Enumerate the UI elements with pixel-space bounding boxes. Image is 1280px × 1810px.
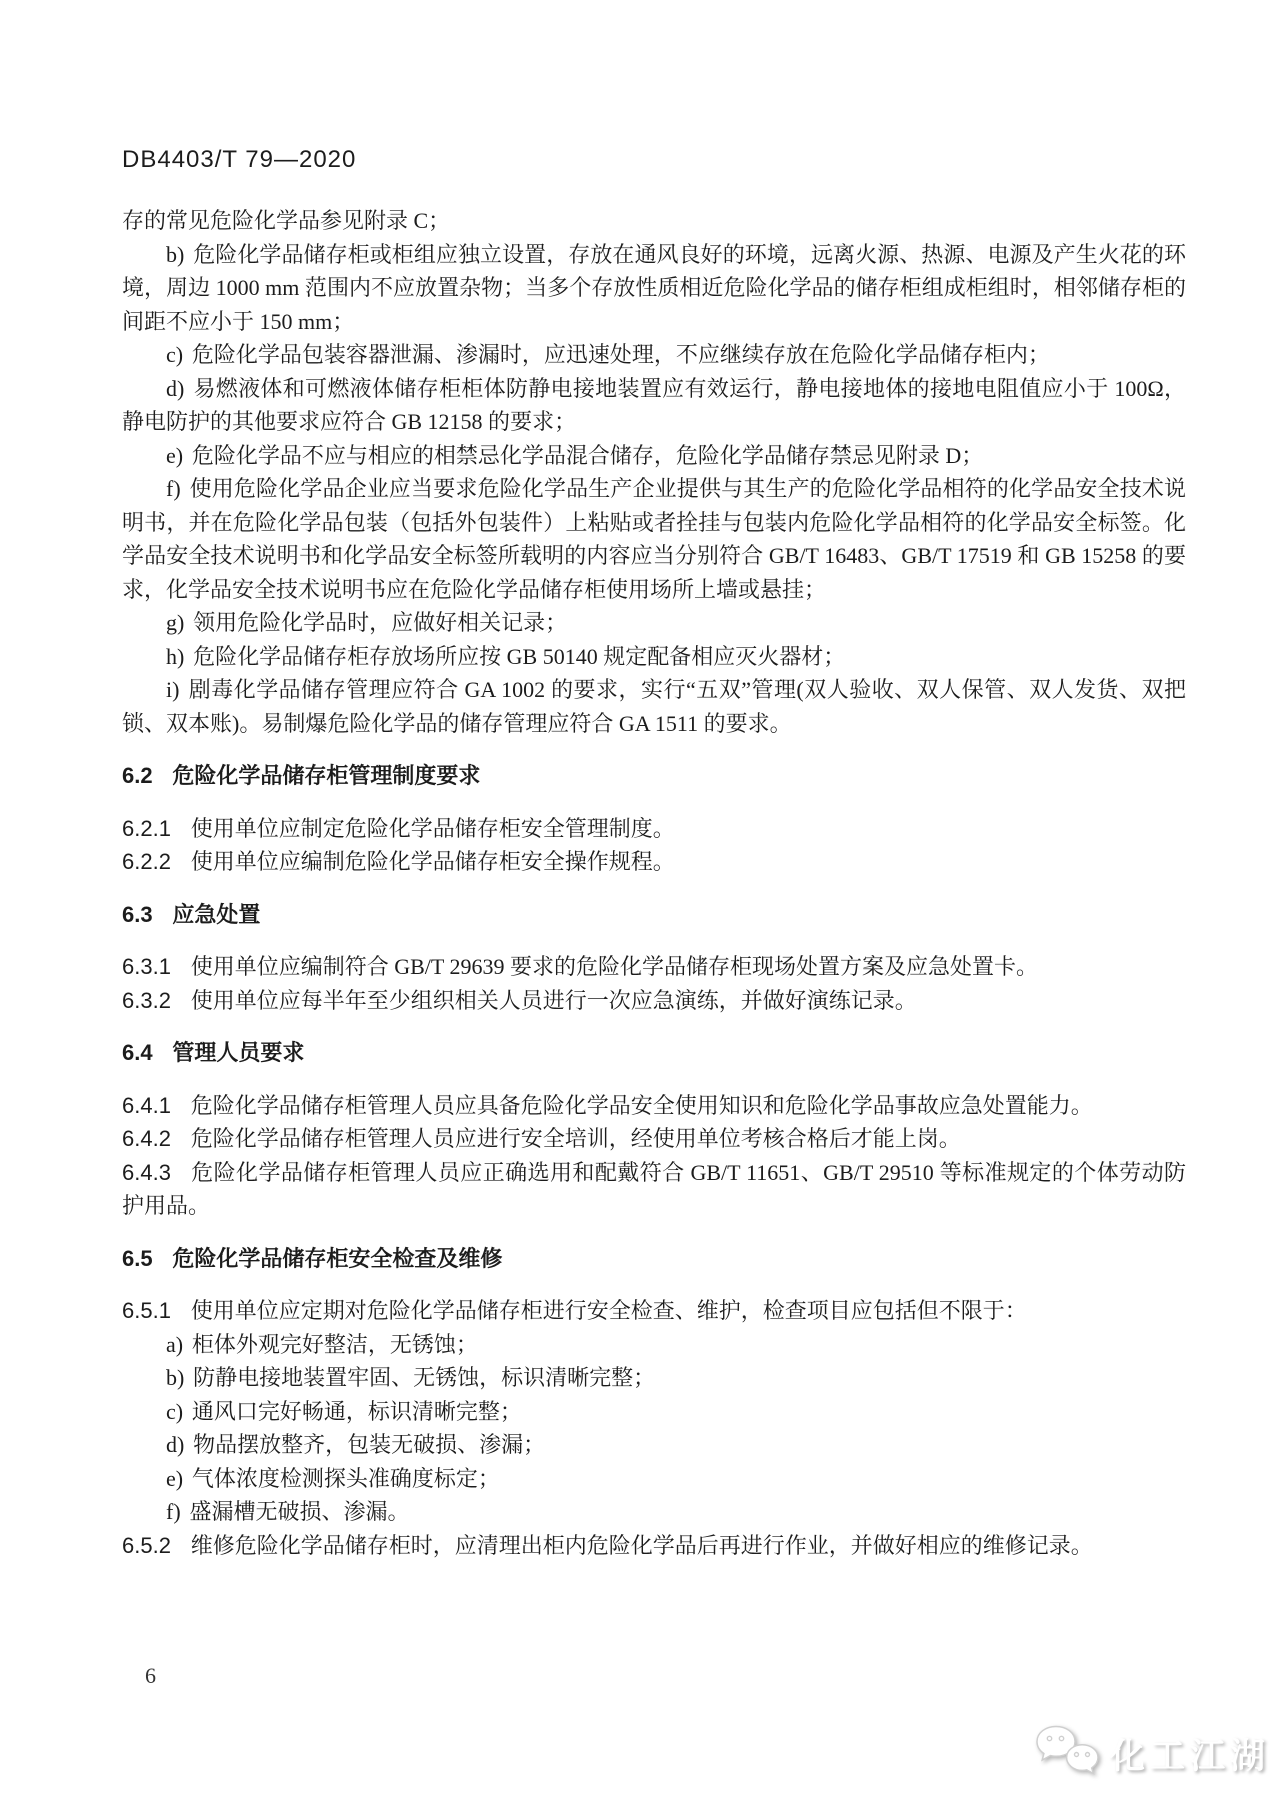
list-item-i [122,673,1186,740]
item-text: 防静电接地装置牢固、无锈蚀，标识清晰完整； [193,1365,656,1390]
clause-number: 6.2.2 [122,849,171,874]
item-label: g) [166,610,185,635]
item-text: 通风口完好畅通，标识清晰完整； [191,1398,522,1424]
inspection-item-e [122,1462,1186,1496]
clause-6-3-1 [122,950,1186,984]
section-heading-6-2 [122,759,1186,793]
clause-6-2-2 [122,845,1186,879]
clause-number: 6.3.2 [122,987,171,1013]
clause-number: 6.3.1 [122,954,171,979]
item-label: c) [166,342,184,367]
list-item-c [122,338,1186,372]
section-number: 6.2 [122,763,153,788]
item-text: 易燃液体和可燃液体储存柜柜体防静电接地装置应有效运行，静电接地体的接地电阻值应小于 100Ω，静电防护的其他要求应符合 GB 12158 的要求； [122,375,1186,434]
section-heading-6-5 [122,1242,1186,1276]
list-item-b [122,238,1186,339]
page-number: 6 [145,1663,156,1688]
clause-number: 6.5.2 [122,1532,171,1558]
document-body [122,204,1186,1562]
clause-text: 使用单位应编制符合 GB/T 29639 要求的危险化学品储存柜现场处置方案及应急处置卡。 [190,954,1038,979]
section-number: 6.5 [122,1245,153,1271]
inspection-item-c [122,1395,1186,1429]
watermark-brand-text: 化工江湖 [1110,1736,1271,1776]
clause-text: 使用单位应定期对危险化学品储存柜进行安全检查、维护，检查项目应包括但不限于： [190,1298,1027,1323]
list-item-g [122,606,1186,640]
standard-number-header: DB4403/T 79—2020 [122,146,357,173]
clause-number: 6.5.1 [122,1298,171,1323]
continuation-paragraph: 存的常见危险化学品参见附录 C； [122,208,451,233]
item-label: d) [166,375,185,401]
inspection-item-f [122,1495,1186,1529]
section-title: 应急处置 [172,901,261,927]
clause-number: 6.4.2 [122,1126,171,1151]
inspection-item-d [122,1428,1186,1462]
clause-6-5-2 [122,1529,1186,1563]
section-title: 管理人员要求 [172,1040,305,1065]
item-label: e) [166,442,184,468]
item-text: 柜体外观完好整洁，无锈蚀； [191,1331,478,1357]
item-text: 盛漏槽无破损、渗漏。 [189,1499,410,1524]
inspection-item-a [122,1328,1186,1362]
section-title: 危险化学品储存柜安全检查及维修 [172,1245,503,1271]
clause-6-4-3 [122,1156,1186,1223]
section-number: 6.3 [122,901,153,927]
clause-text: 使用单位应制定危险化学品储存柜安全管理制度。 [190,815,675,841]
section-heading-6-4 [122,1036,1186,1070]
item-label: e) [166,1465,184,1491]
item-text: 使用危险化学品企业应当要求危险化学品生产企业提供与其生产的危险化学品相符的化学品安全技术说明书，并在危险化学品包装（包括外包装件）上粘贴或者拴挂与包装内危险化学品相符的化学品安全标签。化学品安全技术说明书和化学品安全标签所载明的内容应当分别符合 GB/T 16483、GB/T 17519 和 GB 15258 的要求，化学品安全技术说明书应在危险化学品储存柜使用场所上墙或悬挂； [122,476,1186,602]
item-label: h) [166,643,185,669]
item-text: 危险化学品包装容器泄漏、渗漏时，应迅速处理，不应继续存放在危险化学品储存柜内； [191,342,1050,367]
list-item-d [122,372,1186,439]
item-text: 危险化学品不应与相应的相禁忌化学品混合储存，危险化学品储存禁忌见附录 D； [191,442,984,468]
clause-6-4-1 [122,1089,1186,1123]
clause-number: 6.4.3 [122,1159,171,1185]
clause-text: 危险化学品储存柜管理人员应进行安全培训，经使用单位考核合格后才能上岗。 [190,1126,961,1151]
item-label: b) [166,241,185,267]
watermark [1036,1724,1270,1783]
clause-6-4-2 [122,1122,1186,1156]
item-text: 领用危险化学品时，应做好相关记录； [193,610,568,635]
clause-6-5-1 [122,1294,1186,1328]
section-title: 危险化学品储存柜管理制度要求 [172,763,481,788]
clause-text: 危险化学品储存柜管理人员应具备危险化学品安全使用知识和危险化学品事故应急处置能力。 [190,1092,1093,1118]
list-item-h [122,640,1186,674]
item-label: f) [166,1499,181,1524]
item-label: b) [166,1365,185,1390]
item-text: 危险化学品储存柜存放场所应按 GB 50140 规定配备相应灭火器材； [193,643,846,669]
list-item-e [122,439,1186,473]
item-label: c) [166,1398,184,1424]
item-label: a) [166,1331,184,1357]
wechat-chat-bubbles-icon [1036,1724,1100,1783]
item-label: f) [166,476,181,501]
item-label: d) [166,1432,185,1457]
clause-text: 维修危险化学品储存柜时，应清理出柜内危险化学品后再进行作业，并做好相应的维修记录。 [190,1532,1093,1558]
list-item-f [122,472,1186,606]
clause-6-2-1 [122,812,1186,846]
inspection-item-b [122,1361,1186,1395]
item-text: 危险化学品储存柜或柜组应独立设置，存放在通风良好的环境，远离火源、热源、电源及产生火花的环境，周边 1000 mm 范围内不应放置杂物；当多个存放性质相近危险化学品的储存柜组成柜组时，相邻储存柜的间距不应小于 150 mm； [122,241,1186,334]
item-text: 物品摆放整齐，包装无破损、渗漏； [193,1432,546,1457]
clause-number: 6.4.1 [122,1092,171,1118]
clause-number: 6.2.1 [122,815,171,841]
item-text: 气体浓度检测探头准确度标定； [191,1465,500,1491]
section-number: 6.4 [122,1040,153,1065]
item-text: 剧毒化学品储存管理应符合 GA 1002 的要求，实行“五双”管理(双人验收、双人保管、双人发货、双把锁、双本账)。易制爆危险化学品的储存管理应符合 GA 1511 的要求。 [122,677,1186,736]
section-heading-6-3 [122,898,1186,932]
clause-text: 危险化学品储存柜管理人员应正确选用和配戴符合 GB/T 11651、GB/T 29510 等标准规定的个体劳动防护用品。 [122,1159,1186,1218]
item-label: i) [166,677,180,702]
clause-6-3-2 [122,984,1186,1018]
clause-text: 使用单位应编制危险化学品储存柜安全操作规程。 [190,849,675,874]
clause-text: 使用单位应每半年至少组织相关人员进行一次应急演练，并做好演练记录。 [190,987,917,1013]
